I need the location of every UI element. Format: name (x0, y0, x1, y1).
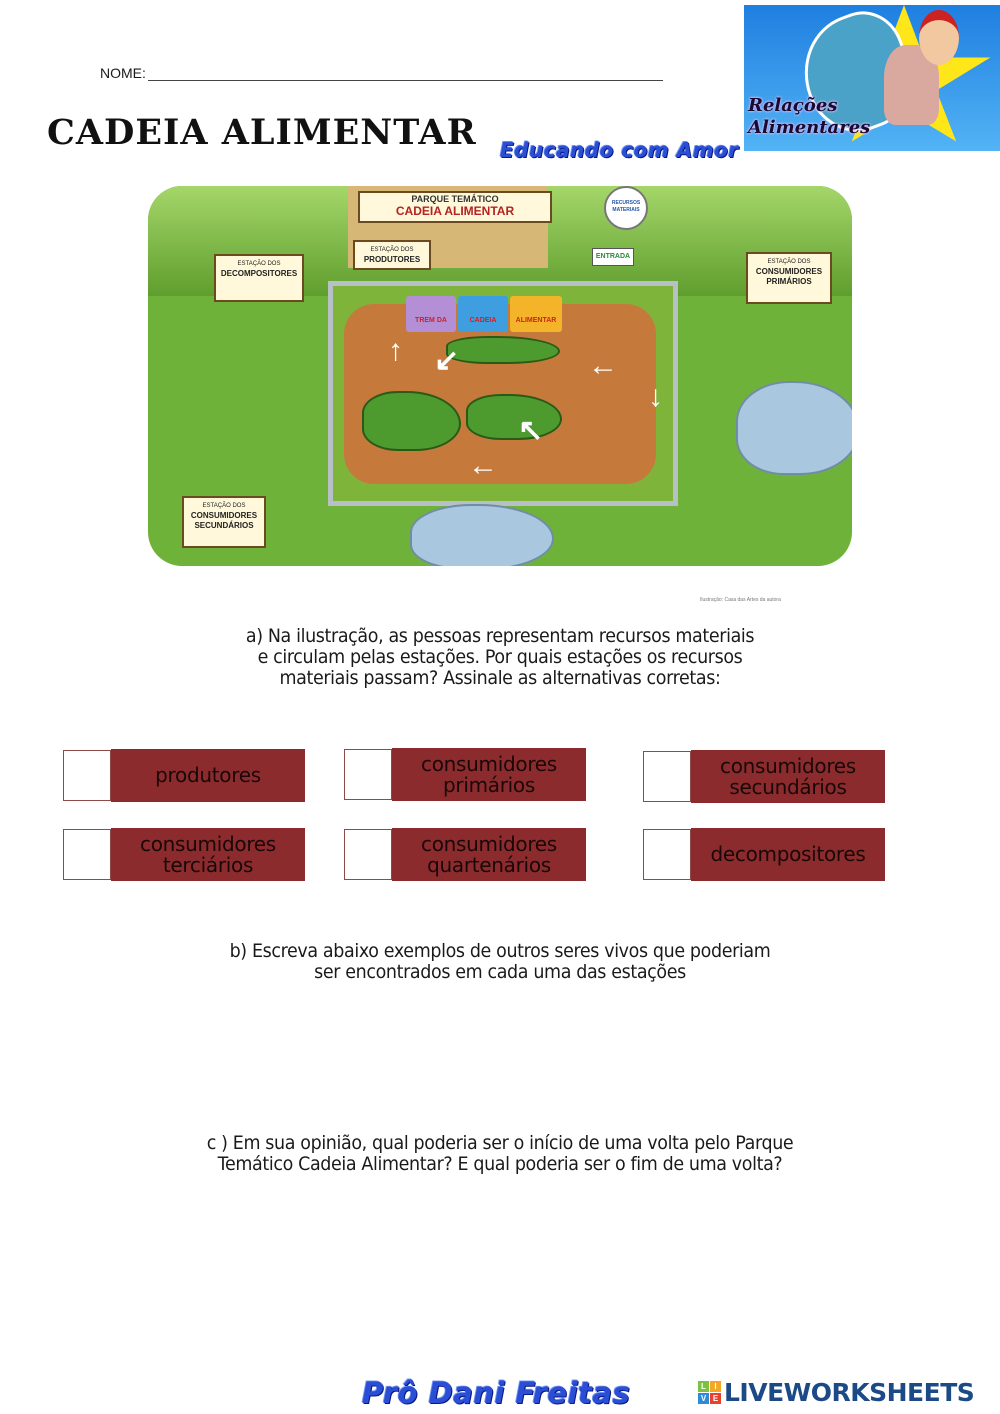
option-label: consumidores secundários (691, 750, 885, 803)
option-label: consumidores quartenários (392, 828, 586, 881)
checkbox[interactable] (344, 749, 392, 800)
name-input-line[interactable] (148, 64, 663, 81)
illustration-credit: Ilustração: Casa das Artes da autora (700, 597, 781, 603)
liveworksheets-text: LIVEWORKSHEETS (724, 1378, 975, 1407)
arrow-down-left-icon: ↙ (434, 344, 460, 377)
recursos-materiais-badge: RECURSOS MATERIAIS (604, 186, 648, 230)
liveworksheets-logo-icon: L I V E (698, 1381, 721, 1404)
checkbox[interactable] (643, 751, 691, 802)
checkbox[interactable] (63, 829, 111, 880)
relacoes-alimentares-logo (744, 5, 1000, 151)
grass-island (446, 336, 560, 364)
option-decompositores[interactable] (643, 828, 885, 881)
train-car-3: ALIMENTAR (510, 296, 562, 332)
option-consumidores-primarios[interactable] (344, 748, 586, 801)
question-b: b) Escreva abaixo exemplos de outros seres vivos que poderiam ser encontrados em cada uma das estações (229, 940, 771, 983)
name-field (100, 64, 663, 81)
train-car-2: CADEIA (458, 296, 508, 332)
option-consumidores-quartenarios[interactable] (344, 828, 586, 881)
train-car-1: TREM DA (406, 296, 456, 332)
subtitle-glitter: Educando com Amor (500, 138, 739, 162)
option-produtores[interactable] (63, 749, 305, 802)
station-sign-decompositores: ESTAÇÃO DOS DECOMPOSITORES (214, 254, 304, 302)
park-sign: PARQUE TEMÁTICO CADEIA ALIMENTAR (358, 191, 552, 223)
option-label: consumidores terciários (111, 828, 305, 881)
lake-bottom (410, 504, 554, 566)
option-label: decompositores (691, 828, 885, 881)
question-c: c ) Em sua opinião, qual poderia ser o início de uma volta pelo Parque Temático Cadeia Alimentar? E qual poderia ser o fim de uma volta? (206, 1132, 794, 1175)
question-a: a) Na ilustração, as pessoas representam recursos materiais e circulam pelas estações. Por quais estações os recursos materiais passam? Assinale as alternativas corretas: (245, 625, 755, 689)
arrow-left-icon: ← (588, 349, 618, 382)
checkbox[interactable] (63, 750, 111, 801)
station-sign-consumidores-secundarios: ESTAÇÃO DOS CONSUMIDORES SECUNDÁRIOS (182, 496, 266, 548)
station-sign-consumidores-primarios: ESTAÇÃO DOS CONSUMIDORES PRIMÁRIOS (746, 252, 832, 304)
arrow-down-icon: ↓ (648, 380, 663, 413)
teacher-avatar-head (919, 10, 959, 65)
entrada-sign: ENTRADA (592, 248, 634, 266)
name-label: NOME: (100, 65, 146, 81)
option-label: produtores (111, 749, 305, 802)
arrow-up-left-icon: ↖ (518, 414, 544, 447)
food-chain-park-illustration (148, 186, 852, 566)
option-consumidores-terciarios[interactable] (63, 828, 305, 881)
checkbox[interactable] (643, 829, 691, 880)
station-sign-produtores: ESTAÇÃO DOS PRODUTORES (353, 240, 431, 270)
logo-text: Relações Alimentares (748, 95, 871, 138)
author-signature: Prô Dani Freitas (362, 1376, 631, 1410)
arrow-left-icon: ← (468, 449, 498, 482)
checkbox[interactable] (344, 829, 392, 880)
page-title: CADEIA ALIMENTAR (47, 112, 477, 153)
lake-right (736, 381, 852, 475)
option-label: consumidores primários (392, 748, 586, 801)
grass-island (466, 394, 562, 440)
option-consumidores-secundarios[interactable] (643, 750, 885, 803)
liveworksheets-brand[interactable] (698, 1378, 974, 1407)
arrow-up-icon: ↑ (388, 334, 403, 367)
